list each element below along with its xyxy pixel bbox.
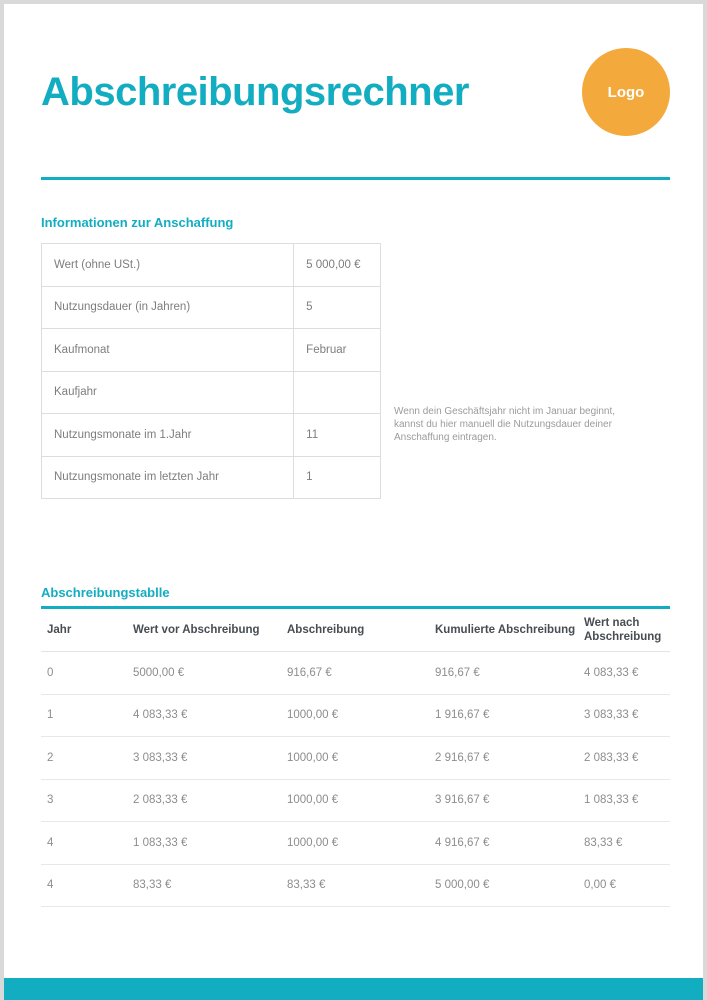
info-row — [42, 329, 381, 372]
cell-jahr: 4 — [47, 836, 54, 849]
col-header-wert-vor: Wert vor Abschreibung — [133, 624, 260, 636]
cell-wert-nach: 1 083,33 € — [584, 794, 639, 807]
cell-kumulierte: 4 916,67 € — [435, 836, 490, 849]
info-label-wert: Wert (ohne USt.) — [42, 244, 294, 287]
info-label-kaufmonat: Kaufmonat — [42, 329, 294, 372]
info-label-nutzungsmonate-letzte: Nutzungsmonate im letzten Jahr — [42, 456, 294, 499]
table-row — [41, 780, 670, 823]
cell-abschreibung: 1000,00 € — [287, 751, 339, 764]
col-header-jahr: Jahr — [47, 624, 72, 636]
depreciation-section-heading: Abschreibungstablle — [41, 585, 170, 600]
info-row — [42, 244, 381, 287]
page-header — [41, 48, 670, 136]
cell-wert-vor: 1 083,33 € — [133, 836, 188, 849]
depreciation-section — [41, 585, 670, 907]
cell-jahr: 1 — [47, 709, 54, 722]
col-header-kumulierte: Kumulierte Abschreibung — [435, 624, 576, 636]
cell-wert-nach: 4 083,33 € — [584, 666, 639, 679]
table-row — [41, 737, 670, 780]
cell-kumulierte: 5 000,00 € — [435, 879, 490, 892]
cell-abschreibung: 83,33 € — [287, 879, 326, 892]
info-label-kaufjahr: Kaufjahr — [42, 371, 294, 414]
info-note: Wenn dein Geschäftsjahr nicht im Januar beginnt, kannst du hier manuell die Nutzungsdauer deiner Anschaffung eintragen. — [394, 406, 616, 443]
cell-wert-nach: 0,00 € — [584, 879, 616, 892]
info-section — [41, 215, 670, 499]
table-row — [41, 695, 670, 738]
cell-jahr: 4 — [47, 879, 54, 892]
cell-wert-vor: 3 083,33 € — [133, 751, 188, 764]
info-row — [42, 414, 381, 457]
cell-wert-vor: 4 083,33 € — [133, 709, 188, 722]
depreciation-table-header — [41, 606, 670, 652]
cell-jahr: 2 — [47, 751, 54, 764]
page-title: Abschreibungsrechner — [41, 69, 469, 114]
cell-kumulierte: 1 916,67 € — [435, 709, 490, 722]
cell-kumulierte: 916,67 € — [435, 666, 480, 679]
info-value-nutzungsmonate-1[interactable]: 11 — [294, 414, 381, 457]
cell-wert-vor: 5000,00 € — [133, 666, 185, 679]
cell-abschreibung: 1000,00 € — [287, 836, 339, 849]
info-label-nutzungsmonate-1: Nutzungsmonate im 1.Jahr — [42, 414, 294, 457]
cell-kumulierte: 3 916,67 € — [435, 794, 490, 807]
info-value-kaufjahr[interactable] — [294, 371, 381, 414]
info-row — [42, 286, 381, 329]
info-label-nutzungsdauer: Nutzungsdauer (in Jahren) — [42, 286, 294, 329]
table-row — [41, 822, 670, 865]
cell-wert-nach: 2 083,33 € — [584, 751, 639, 764]
cell-abschreibung: 916,67 € — [287, 666, 332, 679]
info-value-kaufmonat[interactable]: Februar — [294, 329, 381, 372]
cell-abschreibung: 1000,00 € — [287, 794, 339, 807]
info-section-heading: Informationen zur Anschaffung — [41, 215, 234, 230]
col-header-wert-nach: Wert nach Abschreibung — [584, 617, 662, 643]
info-value-nutzungsdauer[interactable]: 5 — [294, 286, 381, 329]
logo — [582, 48, 670, 136]
table-row — [41, 652, 670, 695]
cell-wert-nach: 3 083,33 € — [584, 709, 639, 722]
info-row — [42, 456, 381, 499]
cell-jahr: 0 — [47, 666, 54, 679]
table-row — [41, 865, 670, 908]
footer-accent-bar — [0, 978, 707, 1000]
cell-wert-nach: 83,33 € — [584, 836, 623, 849]
logo-label: Logo — [607, 83, 645, 101]
cell-kumulierte: 2 916,67 € — [435, 751, 490, 764]
header-divider — [41, 177, 670, 180]
info-table — [41, 243, 381, 499]
info-value-nutzungsmonate-letzte[interactable]: 1 — [294, 456, 381, 499]
cell-abschreibung: 1000,00 € — [287, 709, 339, 722]
info-row — [42, 371, 381, 414]
depreciation-table — [41, 606, 670, 907]
info-value-wert[interactable]: 5 000,00 € — [294, 244, 381, 287]
cell-wert-vor: 2 083,33 € — [133, 794, 188, 807]
cell-wert-vor: 83,33 € — [133, 879, 172, 892]
cell-jahr: 3 — [47, 794, 54, 807]
col-header-abschreibung: Abschreibung — [287, 624, 365, 636]
